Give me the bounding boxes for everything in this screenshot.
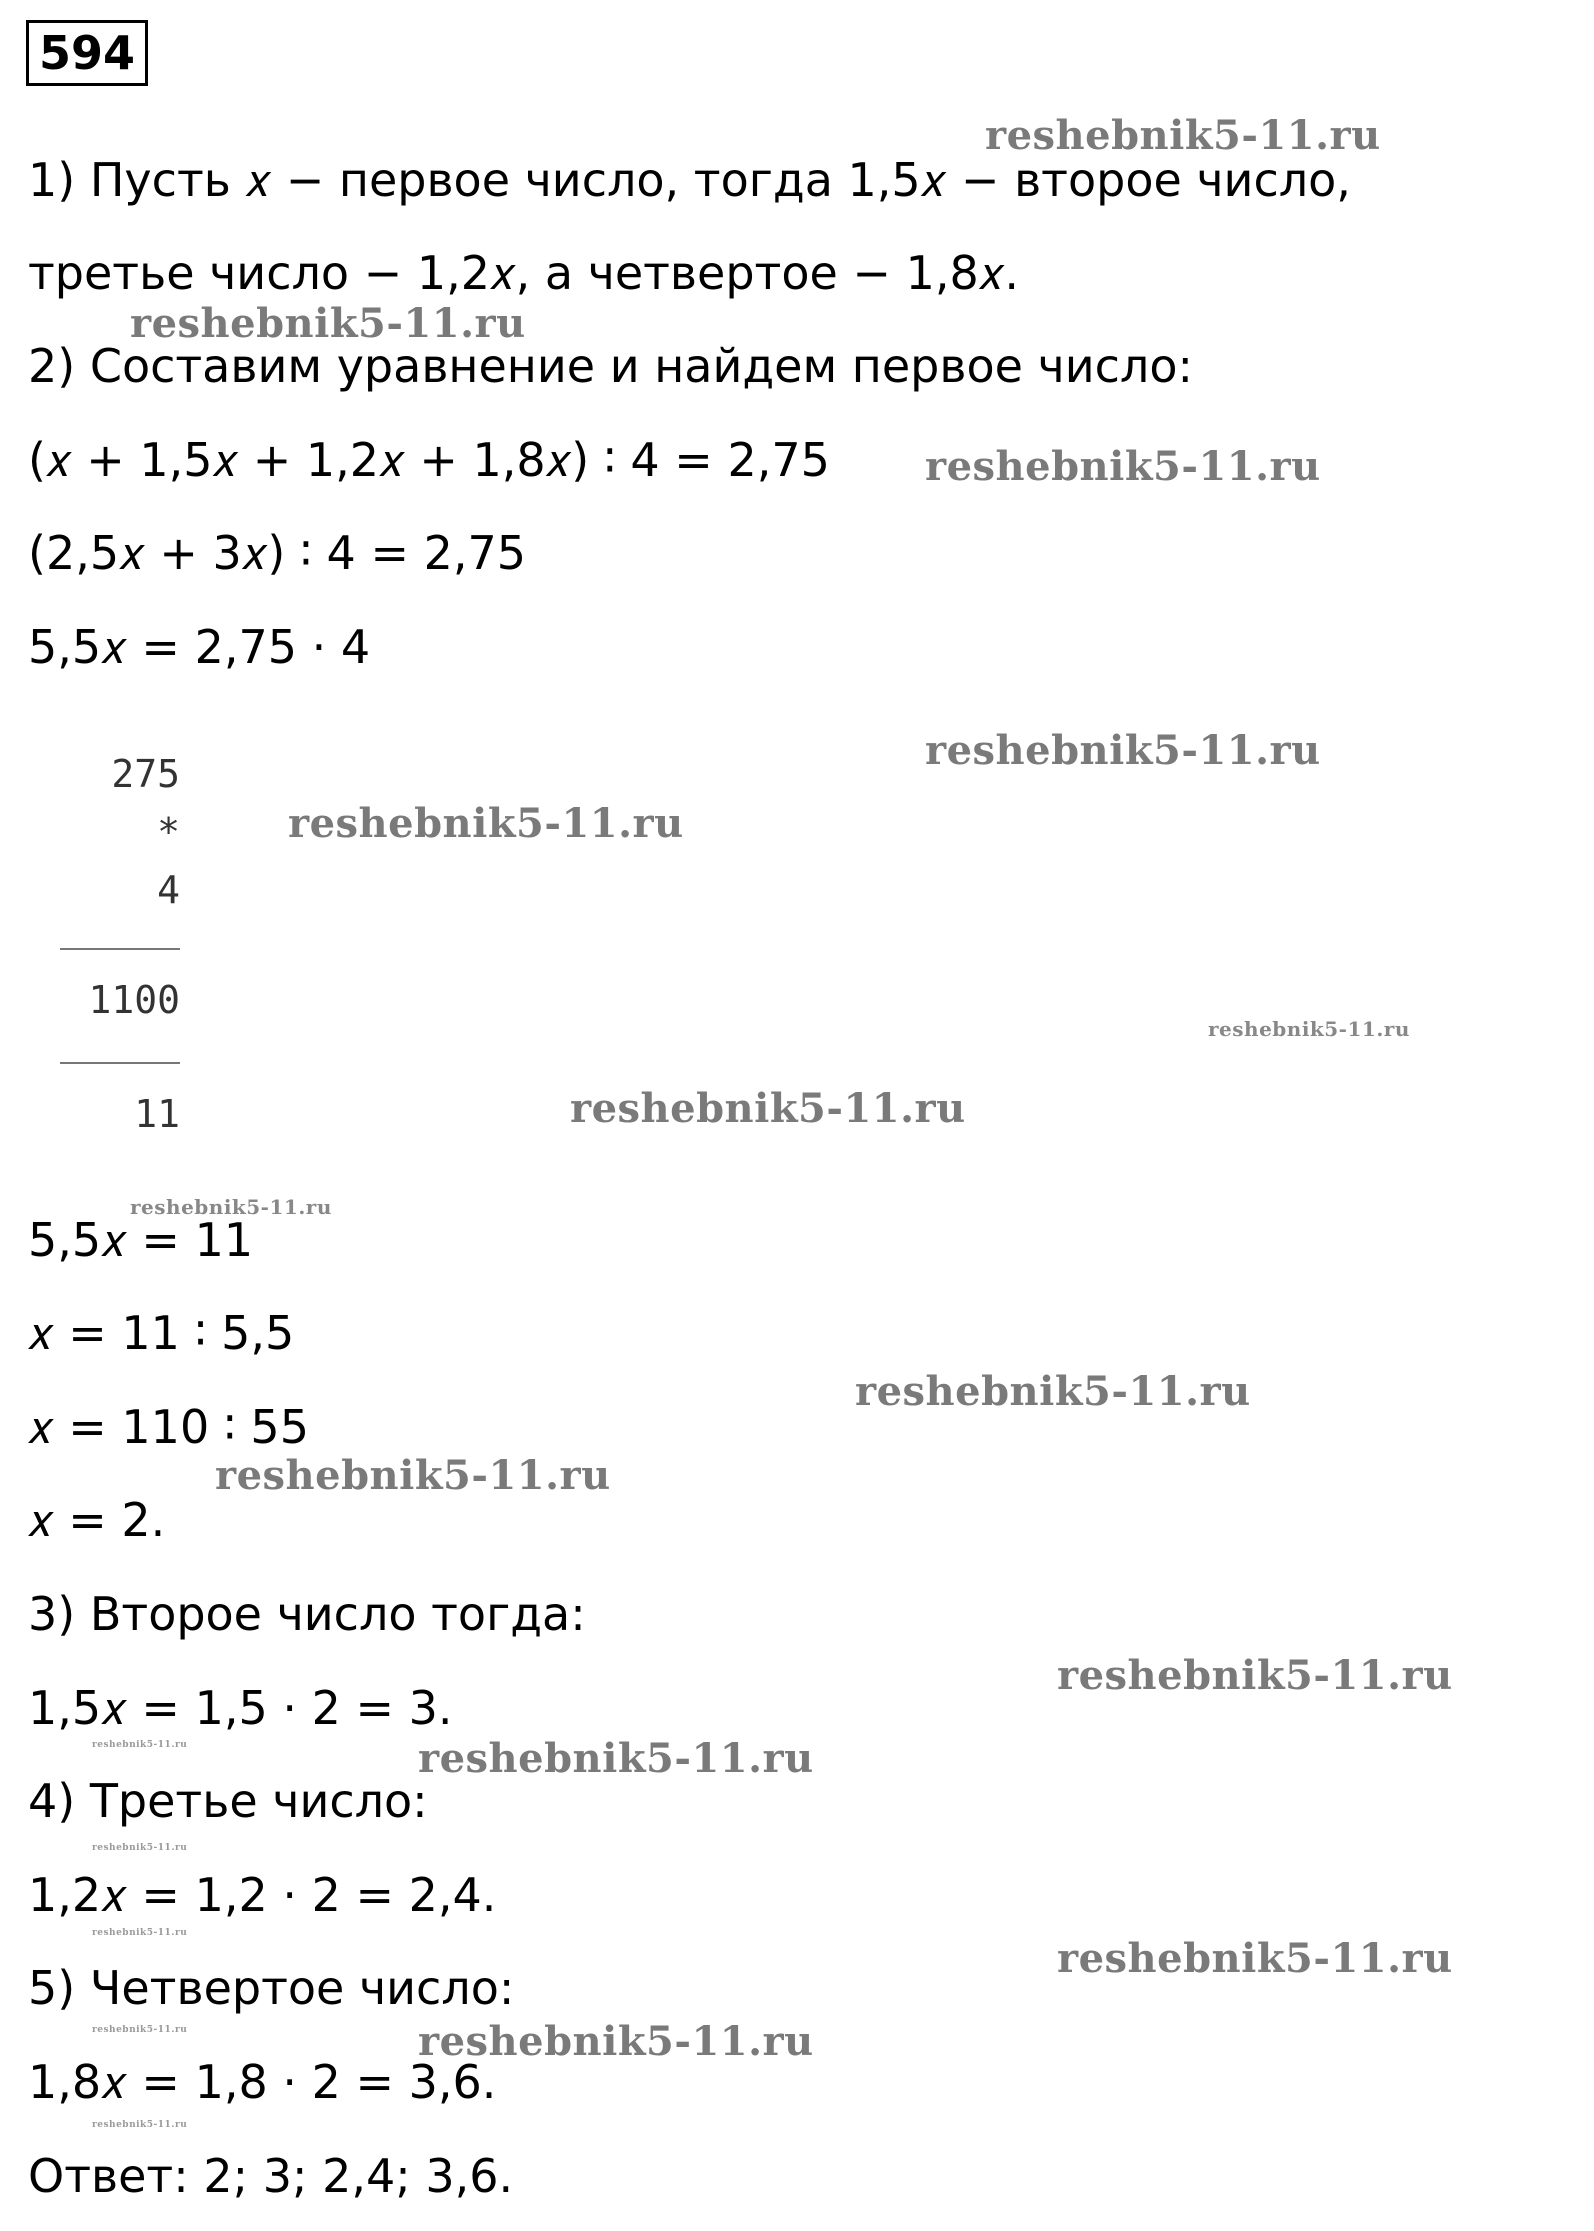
equation-line-9: 1,2𝑥 = 1,2 ⋅ 2 = 2,4.: [28, 1868, 497, 1922]
solution-line-2: третье число − 1,2𝑥, а четвертое − 1,8𝑥.: [28, 246, 1019, 300]
problem-number: 594: [26, 20, 148, 86]
solution-line-1: 1) Пусть 𝑥 − первое число, тогда 1,5𝑥 − второе число,: [28, 153, 1351, 207]
calc-product: 1100: [88, 978, 180, 1022]
watermark: reshebnik5-11.ru: [855, 1368, 1251, 1415]
calc-multiplier: 4: [157, 868, 180, 912]
watermark: reshebnik5-11.ru: [92, 1740, 188, 1750]
solution-line-5: 4) Третье число:: [28, 1774, 428, 1828]
watermark: reshebnik5-11.ru: [985, 112, 1381, 159]
equation-line-3: 5,5𝑥 = 2,75 ⋅ 4: [28, 620, 371, 674]
calc-result: 11: [134, 1092, 180, 1136]
watermark: reshebnik5-11.ru: [92, 2120, 188, 2130]
watermark: reshebnik5-11.ru: [92, 1843, 188, 1853]
equation-line-10: 1,8𝑥 = 1,8 ⋅ 2 = 3,6.: [28, 2055, 497, 2109]
watermark: reshebnik5-11.ru: [570, 1085, 966, 1132]
equation-line-7: 𝑥 = 2.: [28, 1493, 166, 1547]
equation-line-8: 1,5𝑥 = 1,5 ⋅ 2 = 3.: [28, 1681, 453, 1735]
calc-rule-1: [60, 948, 180, 950]
equation-line-4: 5,5𝑥 = 11: [28, 1213, 254, 1267]
watermark: reshebnik5-11.ru: [925, 727, 1321, 774]
watermark: reshebnik5-11.ru: [1208, 1017, 1410, 1041]
watermark: reshebnik5-11.ru: [92, 1928, 188, 1938]
solution-line-4: 3) Второе число тогда:: [28, 1587, 586, 1641]
watermark: reshebnik5-11.ru: [130, 1195, 332, 1219]
watermark: reshebnik5-11.ru: [288, 800, 684, 847]
watermark: reshebnik5-11.ru: [215, 1452, 611, 1499]
equation-line-2: (2,5𝑥 + 3𝑥) ∶ 4 = 2,75: [28, 526, 527, 580]
calc-operator: *: [157, 810, 180, 854]
equation-line-6: 𝑥 = 110 ∶ 55: [28, 1400, 309, 1454]
watermark: reshebnik5-11.ru: [1057, 1652, 1453, 1699]
watermark: reshebnik5-11.ru: [1057, 1935, 1453, 1982]
solution-line-3: 2) Составим уравнение и найдем первое число:: [28, 339, 1193, 393]
calc-rule-2: [60, 1062, 180, 1064]
calc-multiplicand: 275: [111, 752, 180, 796]
watermark: reshebnik5-11.ru: [418, 1735, 814, 1782]
watermark: reshebnik5-11.ru: [418, 2018, 814, 2065]
answer-line: Ответ: 2; 3; 2,4; 3,6.: [28, 2149, 514, 2203]
watermark: reshebnik5-11.ru: [925, 443, 1321, 490]
equation-line-1: (𝑥 + 1,5𝑥 + 1,2𝑥 + 1,8𝑥) ∶ 4 = 2,75: [28, 433, 830, 487]
watermark: reshebnik5-11.ru: [92, 2025, 188, 2035]
equation-line-5: 𝑥 = 11 ∶ 5,5: [28, 1306, 295, 1360]
watermark: reshebnik5-11.ru: [130, 300, 526, 347]
solution-line-6: 5) Четвертое число:: [28, 1961, 515, 2015]
